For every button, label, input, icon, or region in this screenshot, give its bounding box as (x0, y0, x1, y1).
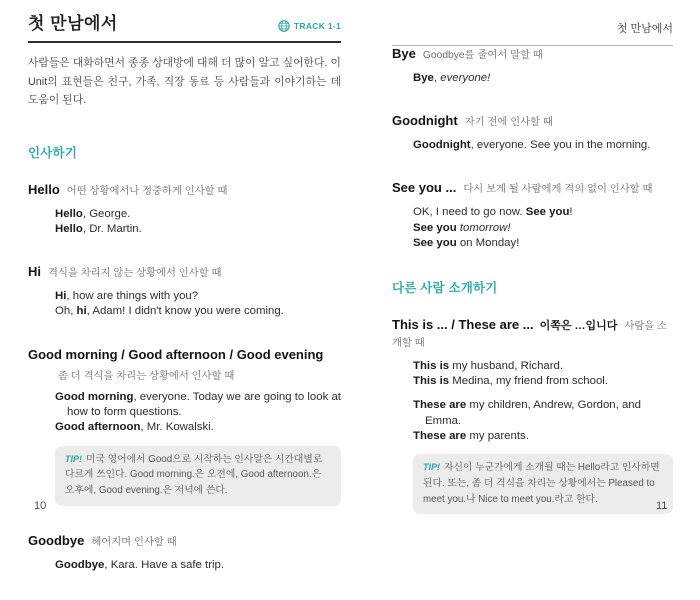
example-sentence (413, 374, 673, 389)
usage-note: Goodbye를 줄여서 말할 때 (422, 50, 543, 62)
example-sentence (55, 207, 341, 222)
example-list (392, 359, 673, 444)
example-sentence (413, 205, 673, 220)
text-run: Goodbye (55, 558, 105, 571)
example-list (392, 138, 673, 153)
text-run: This is (413, 359, 450, 372)
text-run: , Adam! I didn't know you were coming. (86, 305, 284, 318)
section-heading: 인사하기 (28, 145, 78, 160)
example-sentence (413, 398, 673, 429)
text-run: everyone! (440, 72, 491, 85)
text-run: Hi (28, 264, 41, 280)
usage-note: 자기 전에 인사할 때 (464, 117, 553, 129)
audio-disc-icon (278, 20, 290, 32)
text-run: These are (413, 399, 467, 412)
example-list (28, 207, 341, 238)
text-run: Oh, (55, 305, 77, 318)
example-sentence (55, 222, 341, 237)
page-number-right: 11 (656, 500, 668, 512)
example-list (28, 558, 341, 573)
example-sentence (413, 221, 673, 236)
text-run: See you (413, 221, 457, 234)
example-sentence (413, 359, 673, 374)
right-page-content (392, 46, 673, 514)
page-number-left: 10 (34, 500, 47, 512)
tip-text: 자신이 누군가에게 소개될 때는 Hello라고 인사하면 된다. 또는, 좀 더 격식을 차리는 상황에서는 Pleased to meet you.나 Nice to meet you.라고 한다. (423, 462, 660, 505)
right-page-header (392, 14, 673, 46)
phrase-korean-gloss: 이쪽은 …입니다 (539, 320, 618, 333)
unit-intro: 사람들은 대화하면서 종종 상대방에 대해 더 많이 알고 싶어한다. 이 Unit의 표현들은 친구, 가족, 직장 동료 등 사람들과 이야기하는 데 도움이 된다. (28, 57, 341, 106)
phrase-entry (392, 317, 673, 514)
tip-box (413, 454, 673, 514)
example-sentence (55, 420, 341, 435)
track-label: TRACK 1-1 (293, 21, 341, 32)
text-run: This is (413, 375, 450, 388)
example-sentence (413, 236, 673, 251)
text-run: These are (413, 430, 467, 443)
tip-text: 미국 영어에서 Good으로 시작하는 인사말은 시간대별로 다르게 쓰인다. Good morning.은 오전에, Good afternoon.은 오후에, Good evening.은 저녁에 쓴다. (65, 453, 323, 497)
text-run: OK, I need to go now. (413, 206, 526, 219)
phrase-headword (392, 180, 673, 197)
phrase-headword (28, 347, 341, 363)
running-head: 첫 만남에서 (616, 23, 673, 35)
text-run: Medina, my friend from school. (449, 375, 608, 388)
usage-note: 사람을 소개할 때 (392, 321, 668, 350)
example-list (28, 390, 341, 436)
text-run: my parents. (466, 430, 529, 443)
tip-label: TIP! (65, 453, 82, 464)
text-run: , Dr. Martin. (82, 222, 142, 235)
phrase-headword (28, 533, 341, 550)
text-run: , everyone. See you in the morning. (470, 139, 651, 152)
example-sentence (55, 304, 341, 319)
text-run: , George. (82, 207, 131, 220)
example-sentence (413, 71, 673, 86)
text-run: tomorrow! (459, 221, 511, 234)
text-run: hi (76, 305, 87, 318)
example-sentence (55, 289, 341, 304)
text-run: See you (525, 206, 570, 219)
text-run: , Mr. Kowalski. (140, 421, 214, 434)
text-run: Hello (55, 207, 83, 220)
text-run: Hello (55, 222, 83, 235)
title-rule (28, 41, 341, 43)
unit-title: 첫 만남에서 (28, 14, 118, 33)
phrase-headword (392, 46, 673, 63)
usage-note: 헤어지며 인사할 때 (91, 536, 177, 548)
text-run: Good afternoon (55, 421, 141, 434)
example-sentence (413, 429, 673, 444)
phrase-headword (392, 317, 673, 351)
text-run: my children, Andrew, Gordon, and Emma. (425, 399, 641, 427)
text-run: , Kara. Have a safe trip. (104, 558, 225, 571)
text-run: Hi (55, 290, 67, 303)
text-run: ! (569, 206, 573, 219)
text-run: , everyone. Today we are going to look at how to form questions. (67, 390, 341, 419)
phrase-entry (392, 46, 673, 86)
phrase-headword (28, 182, 341, 199)
track-badge (278, 20, 341, 34)
left-page (28, 14, 341, 600)
example-list (392, 205, 673, 251)
text-run: Good morning (55, 390, 134, 403)
tip-box (55, 446, 341, 506)
left-page-header (28, 14, 341, 109)
section-heading: 다른 사람 소개하기 (392, 281, 498, 296)
example-list (28, 289, 341, 320)
usage-note: 격식을 차리지 않는 상황에서 인사할 때 (48, 268, 222, 280)
left-page-content (28, 143, 341, 573)
text-run: Goodbye (28, 532, 85, 548)
right-page (392, 14, 673, 541)
example-sentence (55, 558, 341, 573)
text-run: my husband, Richard. (449, 359, 564, 372)
text-run: Goodnight (392, 113, 458, 129)
example-sentence (55, 390, 341, 421)
text-run: on Monday! (456, 236, 520, 249)
text-run: This is ... / These are ... (392, 317, 534, 333)
text-run: See you ... (392, 180, 457, 196)
text-run: Good morning / Good afternoon / Good evening (28, 346, 324, 362)
phrase-entry (28, 347, 341, 506)
text-run: Bye (413, 72, 434, 85)
example-sentence (413, 138, 673, 153)
phrase-headword (28, 264, 341, 281)
text-run: Hello (28, 181, 60, 197)
example-list (392, 71, 673, 86)
title-row (28, 14, 341, 34)
usage-note: 어떤 상황에서나 정중하게 인사할 때 (66, 185, 228, 197)
usage-note: 좀 더 격식을 차리는 상황에서 인사할 때 (58, 370, 235, 382)
phrase-entry (28, 182, 341, 237)
tip-label: TIP! (423, 462, 440, 473)
phrase-entry (28, 264, 341, 319)
text-run: Goodnight (413, 139, 471, 152)
phrase-entry (392, 113, 673, 153)
phrase-entry (392, 180, 673, 251)
text-run: See you (413, 236, 457, 249)
phrase-headword (392, 113, 673, 130)
text-run: , (433, 72, 441, 85)
text-run: Bye (392, 46, 416, 62)
text-run: , how are things with you? (66, 290, 199, 303)
usage-note: 다시 보게 될 사람에게 격의 없이 인사할 때 (463, 184, 653, 196)
